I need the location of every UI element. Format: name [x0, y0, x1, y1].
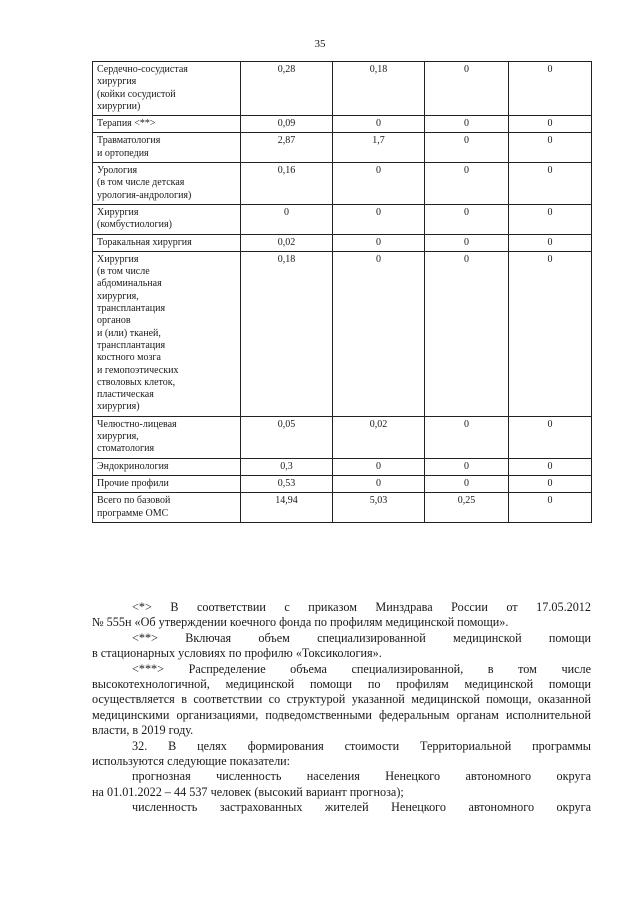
table-row — [93, 458, 592, 475]
footnote-1-line-1: <*> В соответствии с приказом Минздрава России от 17.05.2012 — [132, 600, 591, 614]
table-row — [93, 234, 592, 251]
insured-population-line-1: численность застрахованных жителей Ненецкого автономного округа — [132, 800, 591, 815]
value-cell-4: 0 — [509, 251, 592, 416]
value-cell-3: 0 — [425, 116, 509, 133]
table-row — [93, 493, 592, 523]
value-cell-4: 0 — [509, 62, 592, 116]
value-cell-3: 0 — [425, 234, 509, 251]
footnote-2-line-2: в стационарных условиях по профилю «Токсикология». — [92, 646, 382, 661]
profile-name-cell: Всего по базовой программе ОМС — [93, 493, 241, 523]
paragraph-32-line-2: используются следующие показатели: — [92, 754, 291, 769]
table-row — [93, 62, 592, 116]
value-cell-2: 0 — [333, 458, 425, 475]
value-cell-1: 0,02 — [241, 234, 333, 251]
profile-name-cell: Травматология и ортопедия — [93, 133, 241, 163]
value-cell-4: 0 — [509, 204, 592, 234]
profile-name-cell: Торакальная хирургия — [93, 234, 241, 251]
value-cell-1: 0,09 — [241, 116, 333, 133]
table-row — [93, 416, 592, 458]
forecast-population-line-2: на 01.01.2022 – 44 537 человек (высокий вариант прогноза); — [92, 784, 404, 799]
profile-name-cell: Хирургия (в том числе абдоминальная хирургия, трансплантация органов и (или) тканей, трансплантация костного мозга и гемопоэтических стволовых клеток, пластическая хирургия) — [93, 251, 241, 416]
value-cell-2: 0,18 — [333, 62, 425, 116]
value-cell-1: 0,3 — [241, 458, 333, 475]
footnote-3-line-1: <***> Распределение объема специализированной, в том числе — [132, 661, 591, 676]
paragraph-32-line-1: 32. В целях формирования стоимости Территориальной программы — [132, 738, 591, 753]
value-cell-1: 2,87 — [241, 133, 333, 163]
value-cell-3: 0 — [425, 251, 509, 416]
table-row — [93, 116, 592, 133]
table-row — [93, 475, 592, 492]
value-cell-2: 0 — [333, 251, 425, 416]
value-cell-1: 0,05 — [241, 416, 333, 458]
profile-name-cell: Урология (в том числе детская урология-андрология) — [93, 163, 241, 205]
table-row — [93, 204, 592, 234]
value-cell-2: 0 — [333, 204, 425, 234]
value-cell-2: 0 — [333, 116, 425, 133]
value-cell-1: 0,53 — [241, 475, 333, 492]
value-cell-3: 0 — [425, 416, 509, 458]
value-cell-3: 0,25 — [425, 493, 509, 523]
value-cell-4: 0 — [509, 493, 592, 523]
page-number: 35 — [314, 38, 326, 50]
value-cell-4: 0 — [509, 475, 592, 492]
profile-name-cell: Эндокринология — [93, 458, 241, 475]
value-cell-4: 0 — [509, 116, 592, 133]
value-cell-2: 0,02 — [333, 416, 425, 458]
value-cell-3: 0 — [425, 62, 509, 116]
profile-name-cell: Хирургия (комбустиология) — [93, 204, 241, 234]
value-cell-1: 14,94 — [241, 493, 333, 523]
value-cell-3: 0 — [425, 475, 509, 492]
table-row — [93, 133, 592, 163]
value-cell-4: 0 — [509, 416, 592, 458]
value-cell-4: 0 — [509, 458, 592, 475]
value-cell-1: 0,18 — [241, 251, 333, 416]
value-cell-2: 0 — [333, 475, 425, 492]
value-cell-4: 0 — [509, 234, 592, 251]
profile-name-cell: Прочие профили — [93, 475, 241, 492]
value-cell-4: 0 — [509, 133, 592, 163]
profile-name-cell: Терапия <**> — [93, 116, 241, 133]
value-cell-2: 0 — [333, 163, 425, 205]
value-cell-2: 5,03 — [333, 493, 425, 523]
table-row — [93, 163, 592, 205]
value-cell-3: 0 — [425, 163, 509, 205]
value-cell-2: 1,7 — [333, 133, 425, 163]
forecast-population-line-1: прогнозная численность населения Ненецкого автономного округа — [132, 769, 591, 784]
value-cell-3: 0 — [425, 133, 509, 163]
value-cell-1: 0,28 — [241, 62, 333, 116]
table-body — [93, 62, 592, 523]
value-cell-4: 0 — [509, 163, 592, 205]
profile-name-cell: Челюстно-лицевая хирургия, стоматология — [93, 416, 241, 458]
footnote-2-line-1: <**> Включая объем специализированной медицинской помощи — [132, 630, 591, 645]
footnote-3-rest: высокотехнологичной, медицинской помощи по профилям медицинской помощи осуществляется в соответствии со структурой указанной медицинской помощи, оказанной медицинскими организациями, подведомственными федеральным органам исполнительной власти, в 2019 году. — [92, 677, 591, 738]
footnote-1-line-2: № 555н «Об утверждении коечного фонда по профилям медицинской помощи». — [92, 615, 509, 630]
value-cell-1: 0,16 — [241, 163, 333, 205]
beds-profile-table — [92, 61, 592, 523]
profile-name-cell: Сердечно-сосудистая хирургия (койки сосудистой хирургии) — [93, 62, 241, 116]
notes-section — [92, 600, 591, 816]
value-cell-1: 0 — [241, 204, 333, 234]
value-cell-3: 0 — [425, 204, 509, 234]
value-cell-3: 0 — [425, 458, 509, 475]
value-cell-2: 0 — [333, 234, 425, 251]
table-row — [93, 251, 592, 416]
